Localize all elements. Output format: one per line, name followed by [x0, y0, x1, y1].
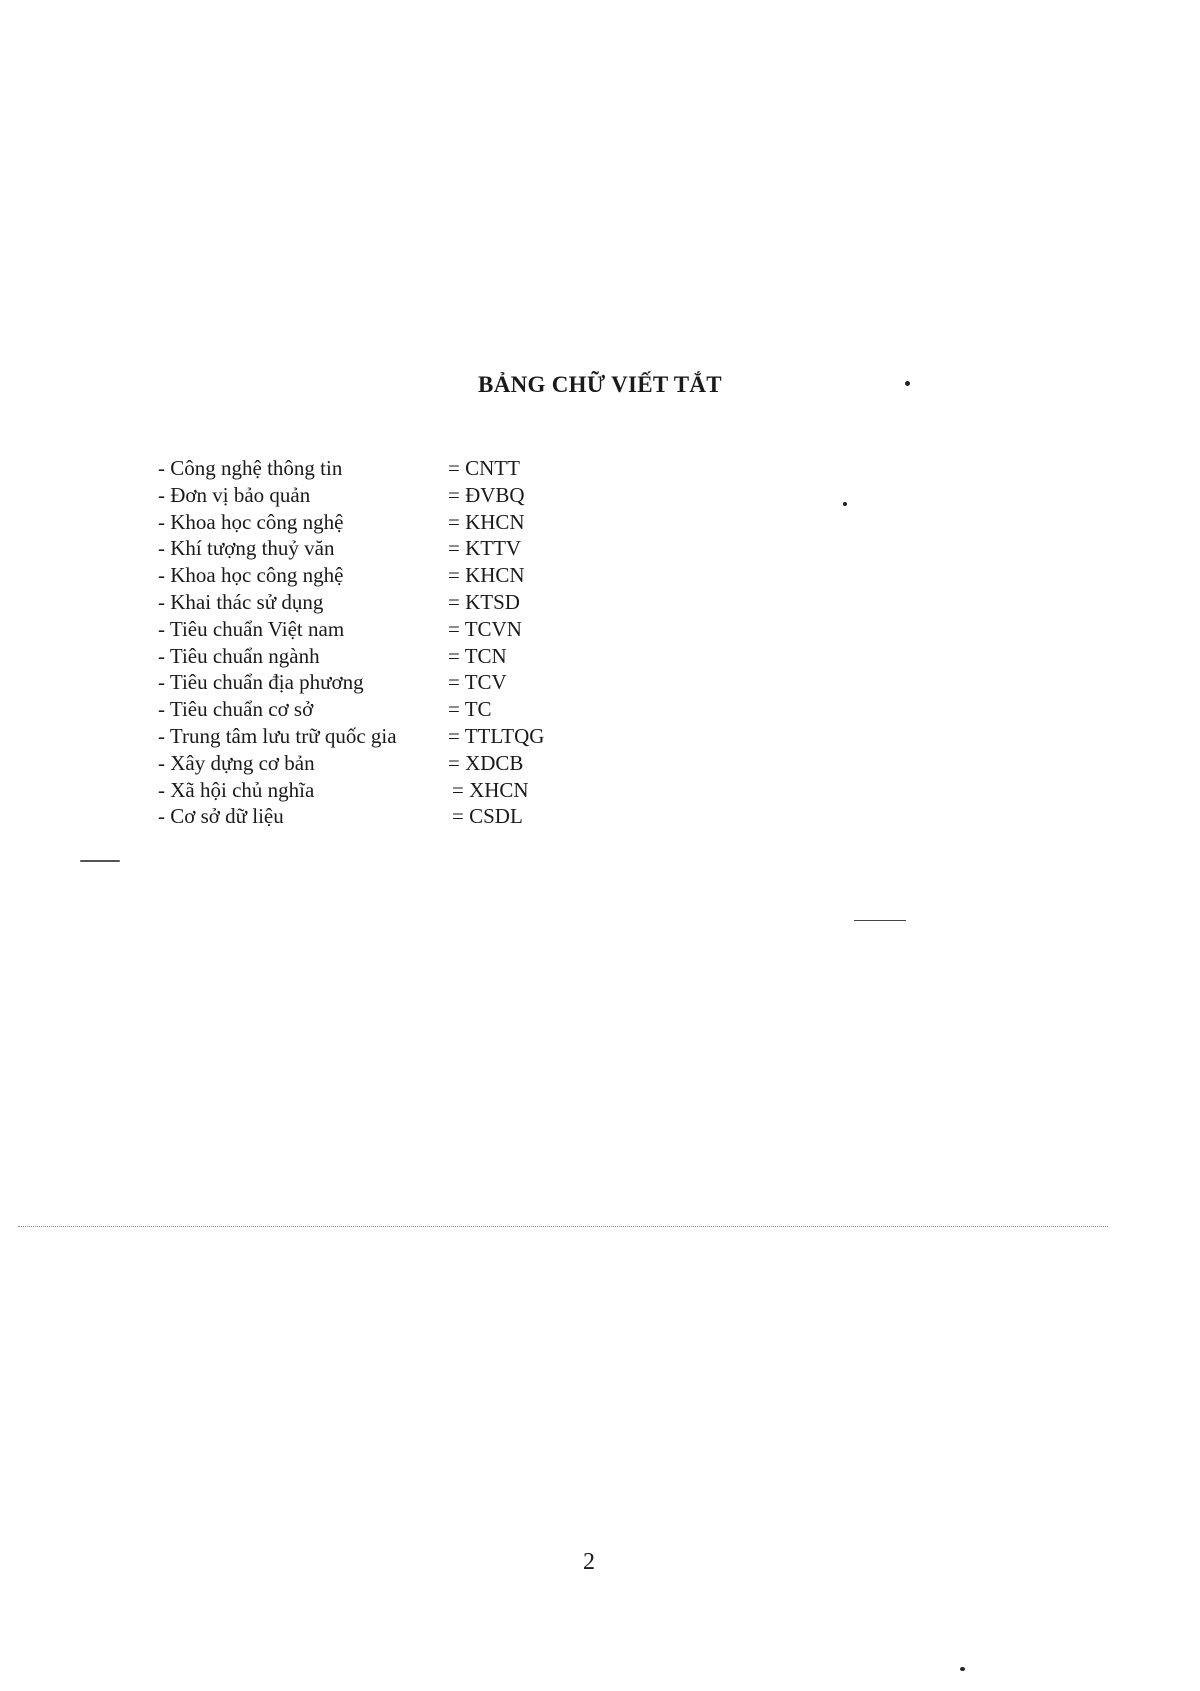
- abbreviation-code: = TC: [448, 697, 492, 722]
- abbreviation-term: - Khai thác sử dụng: [158, 589, 324, 614]
- abbreviation-term: - Tiêu chuẩn Việt nam: [158, 616, 345, 641]
- abbreviation-term: - Tiêu chuẩn cơ sở: [158, 697, 314, 722]
- abbreviation-code: = CNTT: [448, 456, 520, 480]
- abbreviation-code: = KTTV: [448, 536, 522, 561]
- abbreviation-term: - Đơn vị bảo quản: [158, 482, 311, 507]
- abbreviation-term: - Xã hội chủ nghĩa: [158, 777, 315, 802]
- abbreviation-code: = TTLTQG: [448, 723, 545, 748]
- abbreviation-code: = CSDL: [452, 804, 523, 829]
- page-title-text: BẢNG CHỮ VIẾT TẮT: [478, 372, 722, 397]
- abbreviation-code: = TCN: [448, 643, 507, 668]
- abbreviation-term: - Xây dựng cơ bản: [158, 750, 315, 775]
- abbreviation-term: - Tiêu chuẩn địa phương: [158, 670, 364, 695]
- abbreviation-term: - Công nghệ thông tin: [158, 456, 343, 480]
- abbreviation-code: = XDCB: [448, 750, 524, 775]
- abbreviation-code: = TCV: [448, 670, 507, 695]
- abbreviation-code: = KHCN: [448, 563, 525, 588]
- abbreviation-term: - Khí tượng thuỷ văn: [158, 536, 335, 561]
- fold-line: [18, 1226, 1108, 1227]
- scan-speck: [960, 1667, 965, 1671]
- abbreviation-term: - Khoa học công nghệ: [158, 563, 344, 588]
- abbreviation-code: = TCVN: [448, 616, 522, 641]
- abbreviation-code: = XHCN: [452, 777, 529, 802]
- scan-speck: [80, 860, 120, 862]
- abbreviation-term: - Khoa học công nghệ: [158, 509, 344, 534]
- abbreviation-code: = ĐVBQ: [448, 482, 525, 507]
- abbreviation-code: = KHCN: [448, 509, 525, 534]
- scan-speck: [905, 381, 910, 386]
- scan-mark-line: [854, 920, 906, 921]
- page-title: [0, 372, 1200, 398]
- abbreviation-term: - Trung tâm lưu trữ quốc gia: [158, 723, 397, 748]
- abbreviation-term: - Cơ sở dữ liệu: [158, 804, 284, 829]
- abbreviation-code: = KTSD: [448, 589, 520, 614]
- abbreviation-term: - Tiêu chuẩn ngành: [158, 643, 320, 668]
- scan-speck: [843, 502, 847, 506]
- page-number: 2: [583, 1549, 595, 1575]
